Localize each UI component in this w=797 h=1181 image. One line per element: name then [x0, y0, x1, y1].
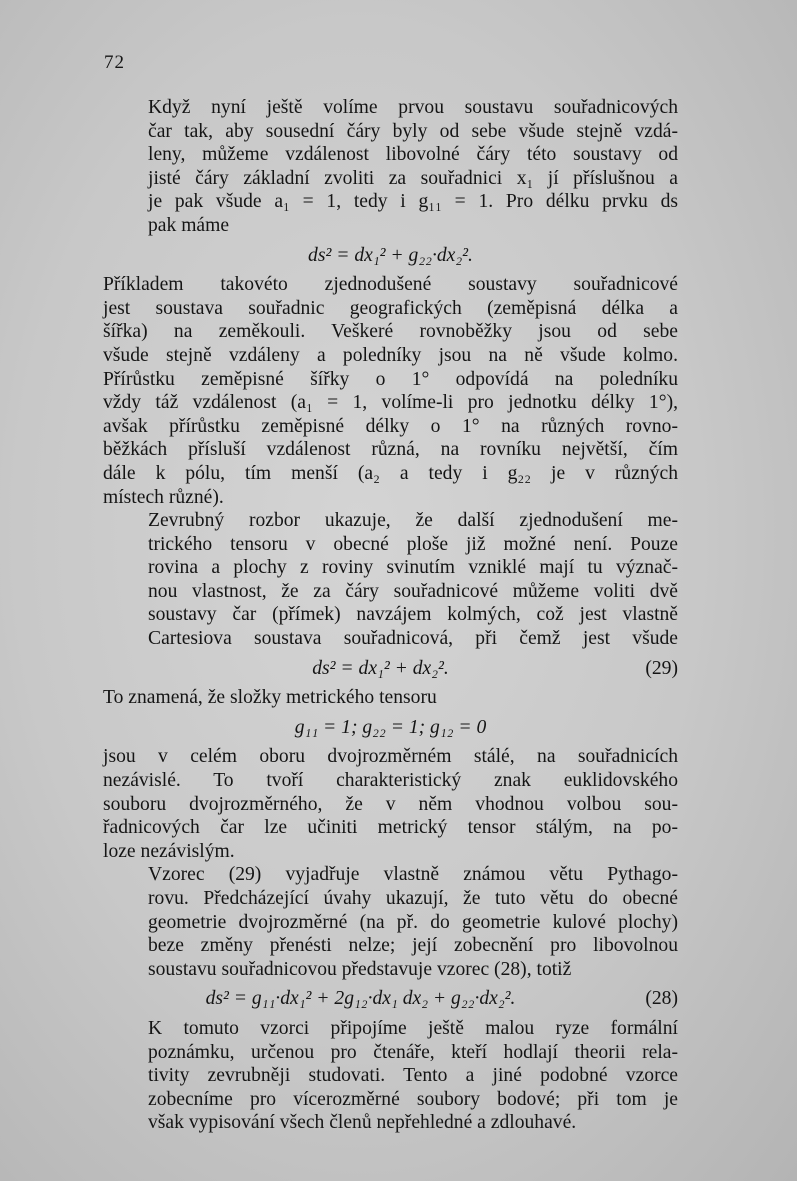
text-line: To znamená, že složky metrického tensoru	[103, 687, 437, 709]
text-line: vždy táž vzdálenost (a₁ = 1, volíme-li pro jednotku délky 1°),	[103, 392, 678, 414]
formula	[103, 244, 678, 268]
text-line: poznámku, určenou pro čtenáře, kteří hodlají theorii rela-	[148, 1041, 678, 1063]
paragraph	[103, 745, 678, 863]
text-line: čar tak, aby sousední čáry byly od sebe všude stejně vzdá-	[148, 120, 678, 142]
formula-number: (29)	[645, 657, 678, 679]
text-line: jsou v celém oboru dvojrozměrném stálé, na souřadnicích	[103, 746, 678, 768]
text-line: rovina a plochy z roviny svinutím vzniklé mají tu význač-	[148, 557, 678, 579]
paragraph	[103, 273, 678, 509]
page-text	[103, 96, 678, 1135]
text-line: je pak všude a₁ = 1, tedy i g₁₁ = 1. Pro délku prvku ds	[148, 191, 678, 213]
formula	[103, 716, 678, 740]
text-line: všude stejně vzdáleny a poledníky jsou na ně všude kolmo.	[103, 344, 678, 366]
formula-number: (28)	[645, 988, 678, 1010]
text-line: loze nezávislým.	[103, 840, 235, 862]
formula-expression: ds² = dx₁² + g₂₂·dx₂².	[308, 244, 473, 266]
text-line: Když nyní ještě volíme prvou soustavu souřadnicových	[148, 97, 678, 118]
text-line: nezávislé. To tvoří charakteristický znak euklidovského	[103, 770, 678, 792]
text-line: geometrie dvojrozměrné (na př. do geometrie kulové plochy)	[148, 911, 678, 933]
text-line: leny, můžeme vzdálenost libovolné čáry této soustavy od	[148, 144, 678, 166]
page-number: 72	[104, 52, 125, 73]
text-line: dále k pólu, tím menší (a₂ a tedy i g₂₂ je v různých	[103, 462, 678, 484]
text-line: šířka) na zeměkouli. Veškeré rovnoběžky jsou od sebe	[103, 321, 678, 343]
text-line: však vypisování všech členů nepřehledné a zdlouhavé.	[148, 1112, 577, 1134]
text-line: Příkladem takovéto zjednodušené soustavy souřadnicové	[103, 274, 678, 296]
text-line: pak máme	[148, 214, 230, 236]
text-line: trického tensoru v obecné ploše již možné není. Pouze	[148, 533, 678, 555]
text-line: nou vlastnost, že za čáry souřadnicové můžeme voliti dvě	[148, 580, 678, 602]
text-line: souboru dvojrozměrného, že v něm vhodnou volbou sou-	[103, 793, 678, 815]
text-line: zobecníme pro vícerozměrné soubory bodové; při tom je	[148, 1088, 678, 1110]
formula-expression: g₁₁ = 1; g₂₂ = 1; g₁₂ = 0	[294, 716, 487, 738]
text-line: beze změny přenésti nelze; její zobecnění pro libovolnou	[148, 935, 678, 957]
paragraph	[103, 863, 678, 981]
formula	[103, 987, 678, 1011]
formula-expression: ds² = dx₁² + dx₂².	[312, 657, 449, 679]
text-line: běžkách přísluší vzdálenost různá, na rovníku největší, čím	[103, 439, 678, 461]
text-line: avšak přírůstku zeměpisné délky o 1° na různých rovno-	[103, 415, 678, 437]
paragraph	[103, 686, 678, 710]
formula-expression: ds² = g₁₁·dx₁² + 2g₁₂·dx₁ dx₂ + g₂₂·dx₂².	[205, 988, 516, 1010]
paragraph	[103, 1017, 678, 1135]
text-line: Přírůstku zeměpisné šířky o 1° odpovídá na poledníku	[103, 368, 678, 390]
text-line: místech různé).	[103, 486, 224, 508]
paragraph	[103, 509, 678, 651]
text-line: Vzorec (29) vyjadřuje vlastně známou větu Pythago-	[148, 864, 678, 886]
text-line: Zevrubný rozbor ukazuje, že další zjednodušení me-	[148, 510, 678, 532]
text-line: řadnicových čar lze učiniti metrický tensor stálým, na po-	[103, 817, 678, 839]
text-line: tivity zevrubněji studovati. Tento a jiné podobné vzorce	[148, 1065, 678, 1087]
paragraph	[103, 96, 678, 238]
formula	[103, 657, 678, 681]
text-line: jest soustava souřadnic geografických (zeměpisná délka a	[103, 297, 678, 319]
text-line: soustavy čar (přímek) navzájem kolmých, což jest vlastně	[148, 604, 678, 626]
text-line: Cartesiova soustava souřadnicová, při čemž jest všude	[148, 628, 678, 650]
text-line: jisté čáry základní zvoliti za souřadnici x₁ jí příslušnou a	[148, 167, 678, 189]
text-line: rovu. Předcházející úvahy ukazují, že tuto větu do obecné	[148, 888, 678, 909]
text-line: soustavu souřadnicovou představuje vzorec (28), totiž	[148, 958, 572, 980]
text-line: K tomuto vzorci připojíme ještě malou ryze formální	[148, 1017, 678, 1039]
